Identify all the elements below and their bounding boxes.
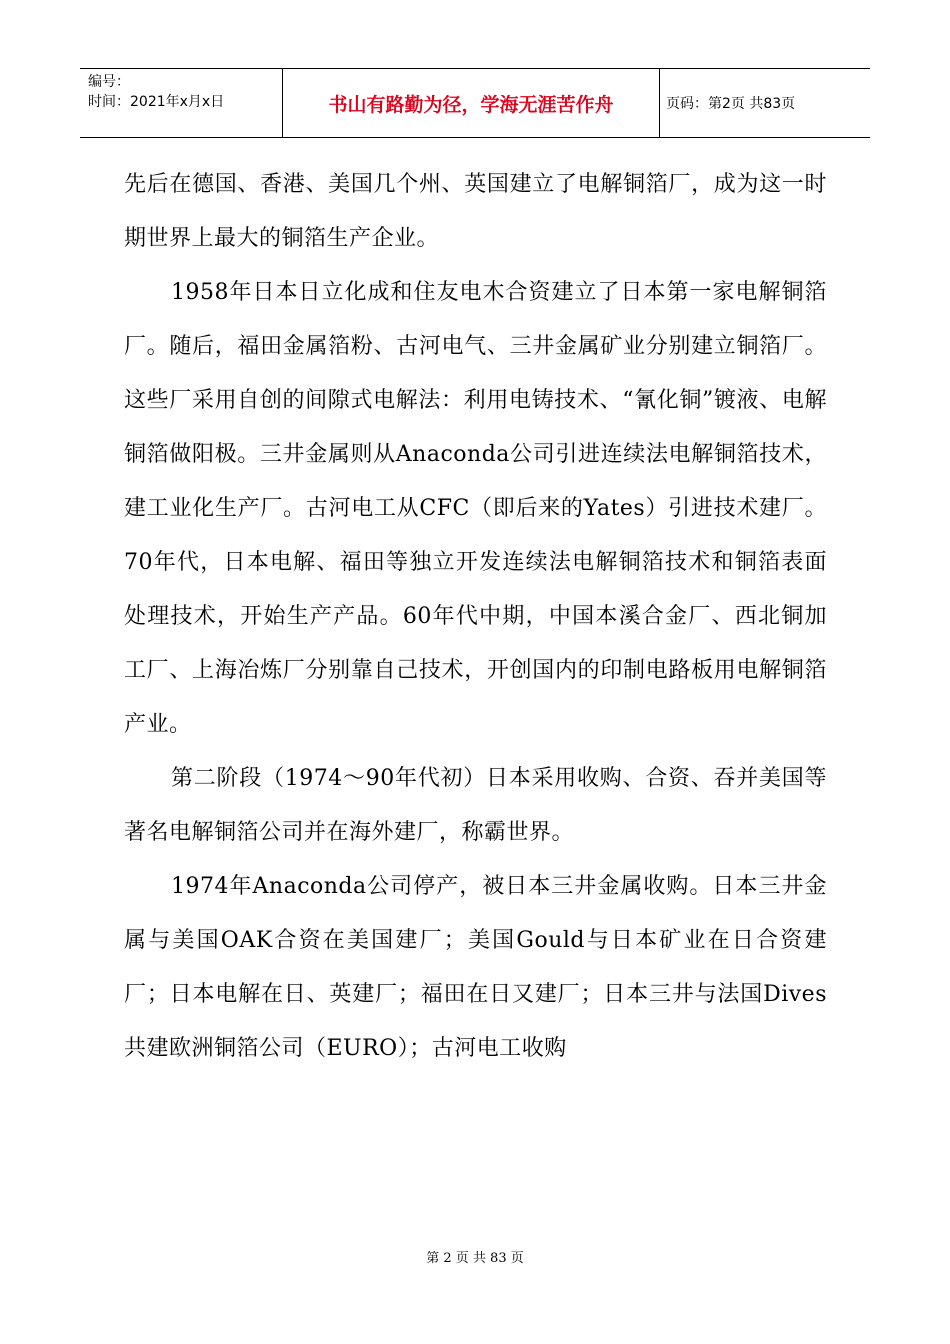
document-body (124, 158, 827, 1076)
document-number-label: 编号： (88, 74, 130, 90)
header-page-info: 页码：第2页 共83页 (666, 96, 796, 112)
page-footer: 第 2 页 共 83 页 (426, 1251, 524, 1266)
paragraph-2: 1958年日本日立化成和住友电木合资建立了日本第一家电解铜箔厂。随后，福田金属箔粉、古河电气、三井金属矿业分别建立铜箔厂。这些厂采用自创的间隙式电解法：利用电铸技术、“氰化铜”镀液、电解铜箔做阳极。三井金属则从Anaconda公司引进连续法电解铜箔技术，建工业化生产厂。古河电工从CFC（即后来的Yates）引进技术建厂。70年代，日本电解、福田等独立开发连续法电解铜箔技术和铜箔表面处理技术，开始生产产品。60年代中期，中国本溪合金厂、西北铜加工厂、上海冶炼厂分别靠自己技术，开创国内的印制电路板用电解铜箔产业。 (124, 280, 827, 737)
paragraph-1: 先后在德国、香港、美国几个州、英国建立了电解铜箔厂，成为这一时期世界上最大的铜箔生产企业。 (124, 172, 827, 251)
header-meta-cell (80, 69, 283, 137)
header-motto: 书山有路勤为径，学海无涯苦作舟 (328, 94, 614, 116)
paragraph-4: 1974年Anaconda公司停产，被日本三井金属收购。日本三井金属与美国OAK合资在美国建厂；美国Gould与日本矿业在日合资建厂；日本电解在日、英建厂；福田在日又建厂；日本三井与法国Dives 共建欧洲铜箔公司（EURO）；古河电工收购 (124, 874, 827, 1061)
page-header (80, 68, 870, 138)
header-motto-cell (283, 69, 660, 137)
document-time: 时间：2021年x月x日 (88, 94, 225, 110)
header-page-cell (660, 69, 870, 137)
paragraph-3: 第二阶段（1974～90年代初）日本采用收购、合资、吞并美国等著名电解铜箔公司并在海外建厂，称霸世界。 (124, 766, 827, 845)
